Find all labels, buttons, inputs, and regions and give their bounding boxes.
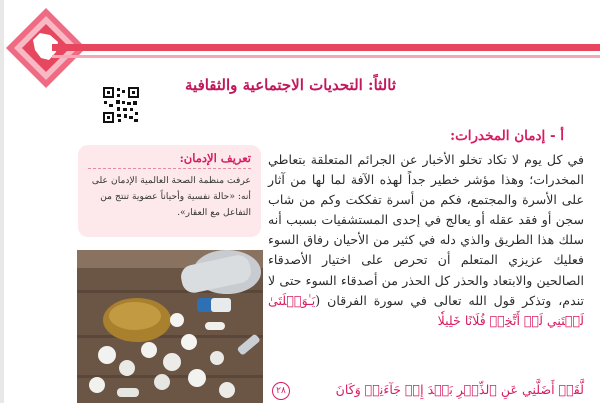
drugs-photo-icon [77,250,263,403]
definition-title: تعريف الإدمان: [179,151,251,165]
header-band [52,44,600,51]
header-band-thin [52,55,600,58]
verse-number: ٢٨ [272,382,290,400]
paragraph-text: في كل يوم لا تكاد تخلو الأخبار عن الجرائم المتعلقة بتعاطي المخدرات؛ وهذا مؤشر خطير جداً لهذه الآفة لما لها من آثار على الأسرة والمجتمع، فكم من أسرة تفككت وكم من شاب سجن أو فقد عقله أو يعالج في إحدى المستشفيات بسبب أنه سلك هذا الطريق والذي دله في كثير من الأحيان رفاق السوء فعليك عزيزي المتعلم أن تحرص على اختيار الأصدقاء الصالحين والابتعاد والحذر كل الحذر من أصدقاء السوء حتى لا تندم، وتذكر قول الله تعالى في سورة الفرقان ( [268,152,584,308]
definition-text: عرفت منظمة الصحة العالمية الإدمان على أنه: «حالة نفسية وأحياناً عضوية تنتج من التفاعل مع العقار». [91,175,251,218]
definition-divider [88,168,251,169]
definition-box [78,145,261,237]
subsection-title: أ - إدمان المخدرات: [450,128,564,144]
quran-verse: يَـٰوَيۡلَتَىٰ لَيۡتَنِي لَمۡ أَتَّخِذۡ فُلَانًا خَلِيلٗا [268,292,584,328]
qr-code-icon[interactable] [102,86,140,124]
quran-verse-line: لَّقَدۡ أَضَلَّنِي عَنِ ٱلذِّكۡرِ بَعۡدَ إِذۡ جَآءَنِيۚ وَكَانَ [335,382,584,397]
body-paragraph [268,150,584,331]
section-title: ثالثاً: التحديات الاجتماعية والثقافية [185,76,396,94]
